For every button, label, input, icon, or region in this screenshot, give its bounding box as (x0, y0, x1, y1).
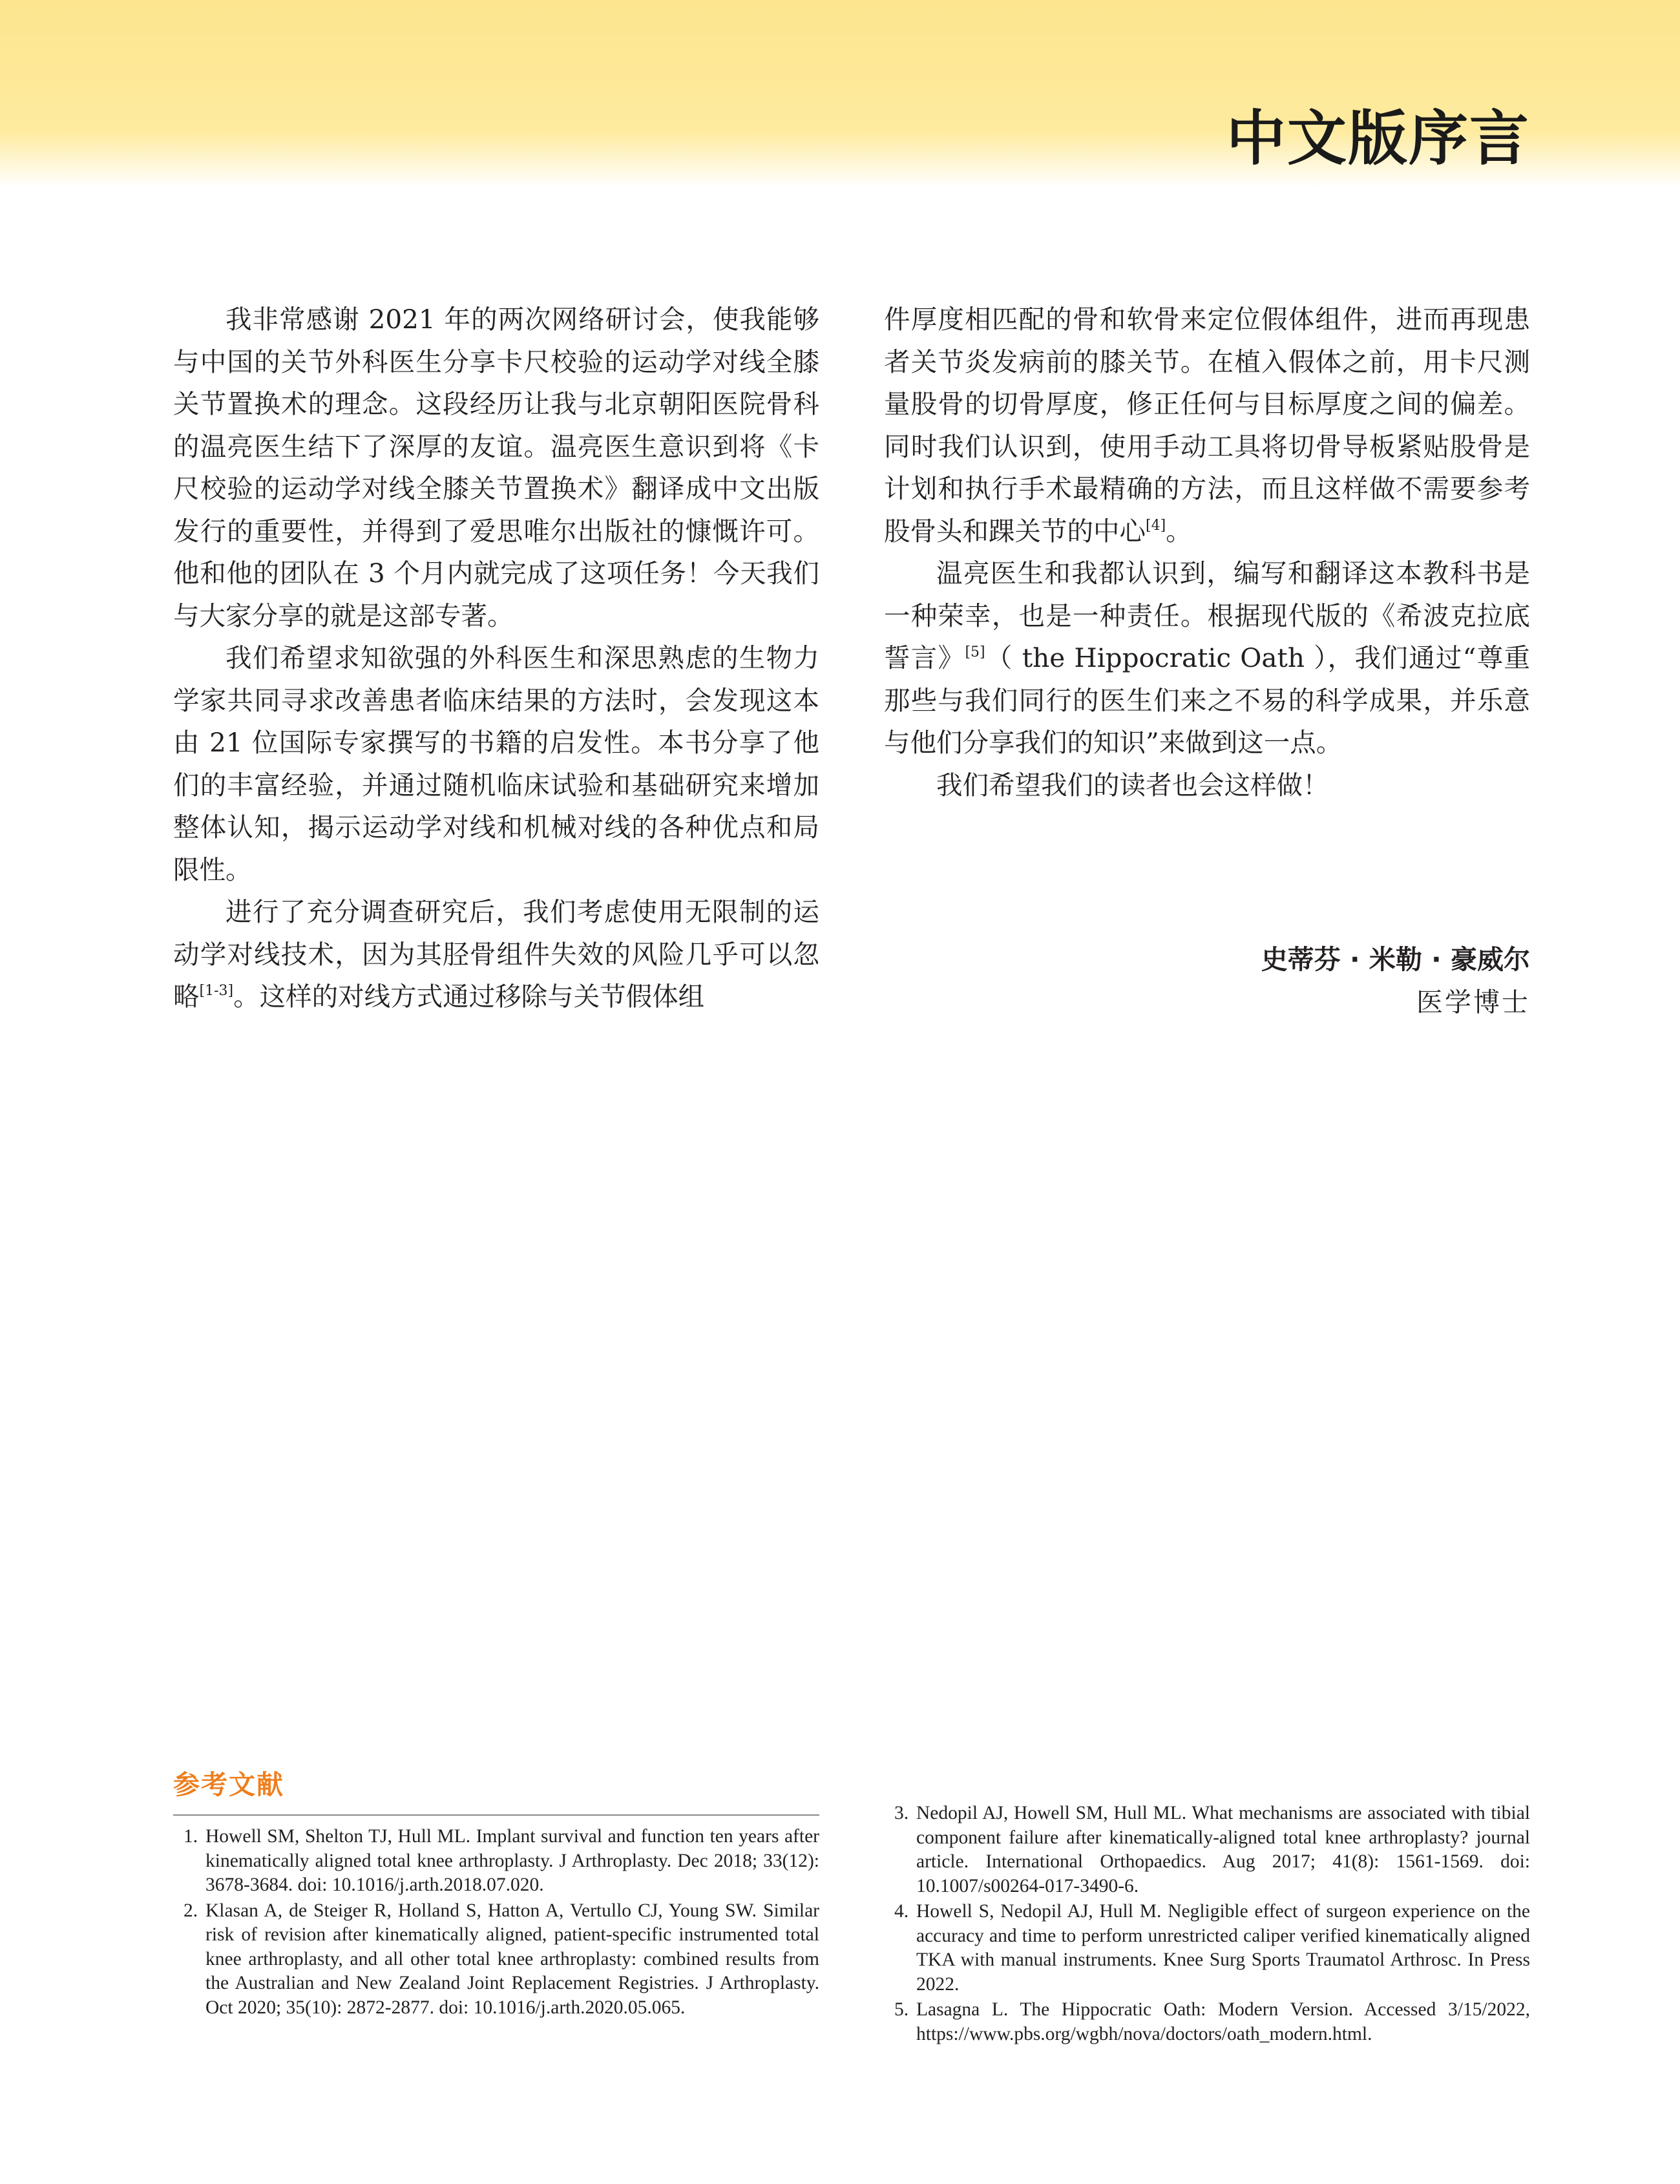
reference-number: 5. (894, 1999, 909, 2020)
signature-title: 医学博士 (1416, 987, 1530, 1018)
signature-name: 史蒂芬 · 米勒 · 豪威尔 (1261, 944, 1530, 975)
paragraph-3-cont-text: 件厚度相匹配的骨和软骨来定位假体组件，进而再现患者关节炎发病前的膝关节。在植入假体之前，用卡尺测量股骨的切骨厚度，修正任何与目标厚度之间的偏差。同时我们认识到，使用手动工具将切骨导板紧贴股骨是计划和执行手术最精确的方法，而且这样做不需要参考股骨头和踝关节的中心 (884, 304, 1530, 547)
reference-number: 4. (894, 1901, 909, 1922)
reference-item (173, 1825, 819, 1898)
reference-number: 3. (894, 1803, 909, 1823)
reference-number: 1. (184, 1826, 198, 1847)
reference-item (884, 1801, 1530, 1898)
citation-marker: [1-3] (199, 983, 234, 999)
body-column-right (884, 299, 1530, 806)
references-divider (173, 1814, 819, 1816)
paragraph-4 (884, 552, 1530, 764)
reference-item (884, 1900, 1530, 1997)
reference-text: Lasagna L. The Hippocratic Oath: Modern Version. Accessed 3/15/2022, https://www.pbs.org/wgbh/nova/doctors/oath_modern.html. (916, 1999, 1530, 2044)
paragraph-1: 我非常感谢 2021 年的两次网络研讨会，使我能够与中国的关节外科医生分享卡尺校验的运动学对线全膝关节置换术的理念。这段经历让我与北京朝阳医院骨科的温亮医生结下了深厚的友谊。温亮医生意识到将《卡尺校验的运动学对线全膝关节置换术》翻译成中文出版发行的重要性，并得到了爱思唯尔出版社的慷慨许可。他和他的团队在 3 个月内就完成了这项任务！今天我们与大家分享的就是这部专著。 (173, 304, 819, 631)
reference-text: Klasan A, de Steiger R, Holland S, Hatton A, Vertullo CJ, Young SW. Similar risk of revision after kinematically aligned, patient-specific instrumented total knee arthroplasty, and all other total knee arthroplasty: combined results from the Australian and New Zealand Joint Replacement Registries. J Arthroplasty. Oct 2020; 35(10): 2872-2877. doi: 10.1016/j.arth.2020.05.065. (205, 1900, 819, 2018)
paragraph-3-cont-end: 。 (1166, 515, 1192, 547)
citation-marker: [4] (1146, 517, 1166, 534)
paragraph-4-text-end: （ the Hippocratic Oath ），我们通过“尊重那些与我们同行的医生们来之不易的科学成果，并乐意与他们分享我们的知识”来做到这一点。 (884, 642, 1531, 758)
page-title: 中文版序言 (1226, 103, 1530, 173)
references-list-right (884, 1801, 1530, 2048)
reference-text: Nedopil AJ, Howell SM, Hull ML. What mechanisms are associated with tibial component failure after kinematically-aligned total knee arthroplasty? journal article. International Orthopaedics. Aug 2017; 41(8): 1561-1569. doi: 10.1007/s00264-017-3490-6. (916, 1803, 1530, 1896)
paragraph-3-continued (884, 299, 1530, 552)
paragraph-3-text-end: 。这样的对线方式通过移除与关节假体组 (233, 981, 705, 1012)
references-heading: 参考文献 (173, 1769, 284, 1800)
paragraph-3 (173, 891, 819, 1018)
reference-text: Howell SM, Shelton TJ, Hull ML. Implant survival and function ten years after kinematically aligned total knee arthroplasty. J Arthroplasty. Dec 2018; 33(12): 3678-3684. doi: 10.1016/j.arth.2018.07.020. (205, 1826, 819, 1895)
reference-text: Howell S, Nedopil AJ, Hull M. Negligible effect of surgeon experience on the accuracy and time to perform unrestricted caliper verified kinematically aligned TKA with manual instruments. Knee Surg Sports Traumatol Arthrosc. In Press 2022. (916, 1901, 1530, 1995)
reference-item (884, 1998, 1530, 2046)
signature (1261, 938, 1530, 1024)
reference-item (173, 1899, 819, 2021)
reference-number: 2. (184, 1900, 198, 1921)
paragraph-2: 我们希望求知欲强的外科医生和深思熟虑的生物力学家共同寻求改善患者临床结果的方法时，会发现这本由 21 位国际专家撰写的书籍的启发性。本书分享了他们的丰富经验，并通过随机临床试验和基础研究来增加整体认知，揭示运动学对线和机械对线的各种优点和局限性。 (173, 642, 819, 885)
paragraph-5: 我们希望我们的读者也会这样做！ (936, 769, 1329, 801)
paragraph-4-text: 温亮医生和我都认识到，编写和翻译这本教科书是一种荣幸，也是一种责任。根据现代版的《希波克拉底誓言》 (884, 558, 1530, 673)
references-list-left (173, 1825, 819, 2021)
paragraph-3-text: 进行了充分调查研究后，我们考虑使用无限制的运动学对线技术，因为其胫骨组件失效的风险几乎可以忽略 (173, 896, 819, 1012)
citation-marker: [5] (965, 644, 985, 660)
body-column-left (173, 299, 819, 1018)
